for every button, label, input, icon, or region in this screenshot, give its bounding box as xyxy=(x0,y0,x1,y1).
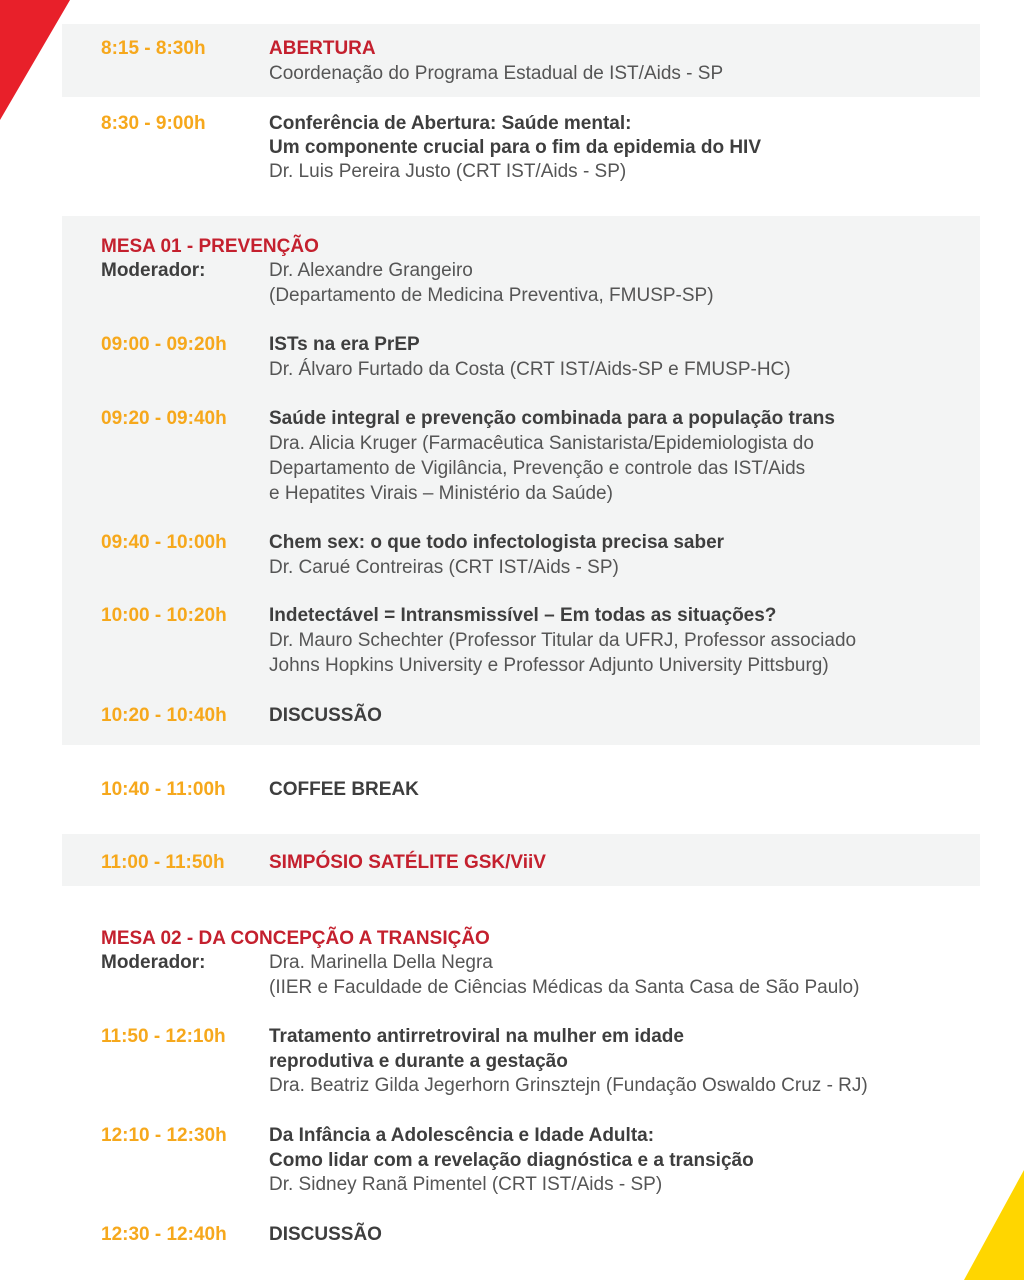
session-title: reprodutiva e durante a gestação xyxy=(269,1051,568,1072)
session-time: 09:40 - 10:00h xyxy=(101,532,227,553)
mesa02-moderator-label: Moderador: xyxy=(101,952,206,973)
abertura-subtitle: Coordenação do Programa Estadual de IST/Aids - SP xyxy=(269,63,724,84)
session-speaker: Dr. Sidney Ranã Pimentel (CRT IST/Aids - SP) xyxy=(269,1174,663,1195)
session-title: Da Infância a Adolescência e Idade Adulta: xyxy=(269,1125,655,1146)
corner-red-decoration xyxy=(0,0,70,120)
mesa02-title: MESA 02 - DA CONCEPÇÃO A TRANSIÇÃO xyxy=(101,928,490,949)
conferencia-title-line2: Um componente crucial para o fim da epidemia do HIV xyxy=(269,137,761,158)
session-speaker: Dra. Beatriz Gilda Jegerhorn Grinsztejn (Fundação Oswaldo Cruz - RJ) xyxy=(269,1075,868,1096)
simposio-time: 11:00 - 11:50h xyxy=(101,852,225,873)
session-title: Saúde integral e prevenção combinada para a população trans xyxy=(269,408,835,429)
conferencia-title-line1: Conferência de Abertura: Saúde mental: xyxy=(269,113,632,134)
abertura-time: 8:15 - 8:30h xyxy=(101,38,206,59)
mesa01-moderator-name: Dr. Alexandre Grangeiro xyxy=(269,260,473,281)
session-time: 12:10 - 12:30h xyxy=(101,1125,227,1146)
mesa01-title: MESA 01 - PREVENÇÃO xyxy=(101,236,319,257)
session-speaker: Johns Hopkins University e Professor Adjunto University Pittsburg) xyxy=(269,655,829,676)
abertura-panel xyxy=(62,24,980,97)
session-title: Chem sex: o que todo infectologista precisa saber xyxy=(269,532,725,553)
session-time: 11:50 - 12:10h xyxy=(101,1026,226,1047)
session-title: Tratamento antirretroviral na mulher em idade xyxy=(269,1026,684,1047)
session-speaker: e Hepatites Virais – Ministério da Saúde) xyxy=(269,483,613,504)
discussion-title: DISCUSSÃO xyxy=(269,1224,382,1245)
session-time: 09:20 - 09:40h xyxy=(101,408,227,429)
mesa02-moderator-affiliation: (IIER e Faculdade de Ciências Médicas da Santa Casa de São Paulo) xyxy=(269,977,860,998)
session-speaker: Departamento de Vigilância, Prevenção e controle das IST/Aids xyxy=(269,458,806,479)
discussion-time: 12:30 - 12:40h xyxy=(101,1224,227,1245)
session-speaker: Dr. Álvaro Furtado da Costa (CRT IST/Aids-SP e FMUSP-HC) xyxy=(269,359,791,380)
mesa02-moderator-name: Dra. Marinella Della Negra xyxy=(269,952,493,973)
abertura-title: ABERTURA xyxy=(269,38,376,59)
coffee-time: 10:40 - 11:00h xyxy=(101,779,226,800)
session-time: 10:00 - 10:20h xyxy=(101,605,227,626)
session-title: Como lidar com a revelação diagnóstica e a transição xyxy=(269,1150,754,1171)
mesa01-moderator-affiliation: (Departamento de Medicina Preventiva, FMUSP-SP) xyxy=(269,285,714,306)
session-title: ISTs na era PrEP xyxy=(269,334,420,355)
mesa01-moderator-label: Moderador: xyxy=(101,260,206,281)
corner-yellow-decoration xyxy=(964,1170,1024,1280)
coffee-title: COFFEE BREAK xyxy=(269,779,419,800)
session-time: 09:00 - 09:20h xyxy=(101,334,227,355)
session-title: Indetectável = Intransmissível – Em todas as situações? xyxy=(269,605,777,626)
discussion-time: 10:20 - 10:40h xyxy=(101,705,227,726)
conferencia-time: 8:30 - 9:00h xyxy=(101,113,206,134)
session-speaker: Dra. Alicia Kruger (Farmacêutica Sanistarista/Epidemiologista do xyxy=(269,433,814,454)
discussion-title: DISCUSSÃO xyxy=(269,705,382,726)
simposio-title: SIMPÓSIO SATÉLITE GSK/ViiV xyxy=(269,852,546,873)
session-speaker: Dr. Carué Contreiras (CRT IST/Aids - SP) xyxy=(269,557,619,578)
session-speaker: Dr. Mauro Schechter (Professor Titular da UFRJ, Professor associado xyxy=(269,630,857,651)
conferencia-speaker: Dr. Luis Pereira Justo (CRT IST/Aids - SP) xyxy=(269,161,627,182)
